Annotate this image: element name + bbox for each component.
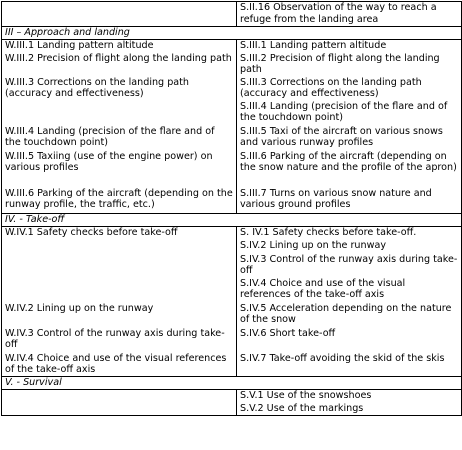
table-row [2, 101, 462, 126]
cell-s: S.IV.5 Acceleration depending on the nature of the snow [237, 303, 462, 328]
cell-s: S.III.1 Landing pattern altitude [237, 40, 462, 53]
cell-w: W.IV.1 Safety checks before take-off [2, 227, 237, 240]
section-heading: IV. - Take-off [2, 214, 462, 227]
table-row [2, 126, 462, 151]
cell-s: S.III.5 Taxi of the aircraft on various snows and various runway profiles [237, 126, 462, 151]
section-heading: V. - Survival [2, 377, 462, 390]
training-items-table [1, 1, 462, 416]
table-row [2, 227, 462, 240]
cell-w [2, 278, 237, 303]
table-row [2, 188, 462, 214]
table-row [2, 278, 462, 303]
cell-s: S.III.7 Turns on various snow nature and various ground profiles [237, 188, 462, 214]
cell-w [2, 254, 237, 278]
table-row [2, 390, 462, 403]
cell-s: S.III.2 Precision of flight along the landing path [237, 53, 462, 77]
table-row [2, 2, 462, 27]
table-row [2, 53, 462, 77]
cell-s: S.IV.6 Short take-off [237, 328, 462, 353]
section-row [2, 377, 462, 390]
cell-s: S. IV.1 Safety checks before take-off. [237, 227, 462, 240]
cell-s: S.V.1 Use of the snowshoes [237, 390, 462, 403]
table-row [2, 77, 462, 101]
cell-w: W.III.5 Taxiing (use of the engine power) on various profiles [2, 151, 237, 188]
table-row [2, 328, 462, 353]
section-row [2, 27, 462, 40]
cell-w: W.III.4 Landing (precision of the flare and of the touchdown point) [2, 126, 237, 151]
cell-w [2, 2, 237, 27]
cell-w: W.IV.3 Control of the runway axis during take-off [2, 328, 237, 353]
table-row [2, 403, 462, 416]
document-page [0, 1, 462, 416]
table-row [2, 254, 462, 278]
cell-s: S.III.6 Parking of the aircraft (depending on the snow nature and the profile of the apron) [237, 151, 462, 188]
cell-w: W.III.2 Precision of flight along the landing path [2, 53, 237, 77]
table-row [2, 151, 462, 188]
table-row [2, 240, 462, 254]
cell-s: S.II.16 Observation of the way to reach a refuge from the landing area [237, 2, 462, 27]
table-row [2, 303, 462, 328]
cell-w [2, 240, 237, 254]
cell-s: S.IV.7 Take-off avoiding the skid of the skis [237, 353, 462, 377]
cell-w: W.III.1 Landing pattern altitude [2, 40, 237, 53]
section-row [2, 214, 462, 227]
cell-w [2, 403, 237, 416]
cell-w: W.III.3 Corrections on the landing path (accuracy and effectiveness) [2, 77, 237, 101]
section-heading: III – Approach and landing [2, 27, 462, 40]
table-row [2, 40, 462, 53]
cell-s: S.IV.4 Choice and use of the visual references of the take-off axis [237, 278, 462, 303]
table-row [2, 353, 462, 377]
cell-s: S.IV.2 Lining up on the runway [237, 240, 462, 254]
cell-w [2, 101, 237, 126]
cell-w: W.IV.4 Choice and use of the visual references of the take-off axis [2, 353, 237, 377]
cell-s: S.IV.3 Control of the runway axis during take-off [237, 254, 462, 278]
cell-w: W.IV.2 Lining up on the runway [2, 303, 237, 328]
cell-w [2, 390, 237, 403]
cell-w: W.III.6 Parking of the aircraft (depending on the runway profile, the traffic, etc.) [2, 188, 237, 214]
cell-s: S.III.4 Landing (precision of the flare and of the touchdown point) [237, 101, 462, 126]
cell-s: S.V.2 Use of the markings [237, 403, 462, 416]
cell-s: S.III.3 Corrections on the landing path (accuracy and effectiveness) [237, 77, 462, 101]
